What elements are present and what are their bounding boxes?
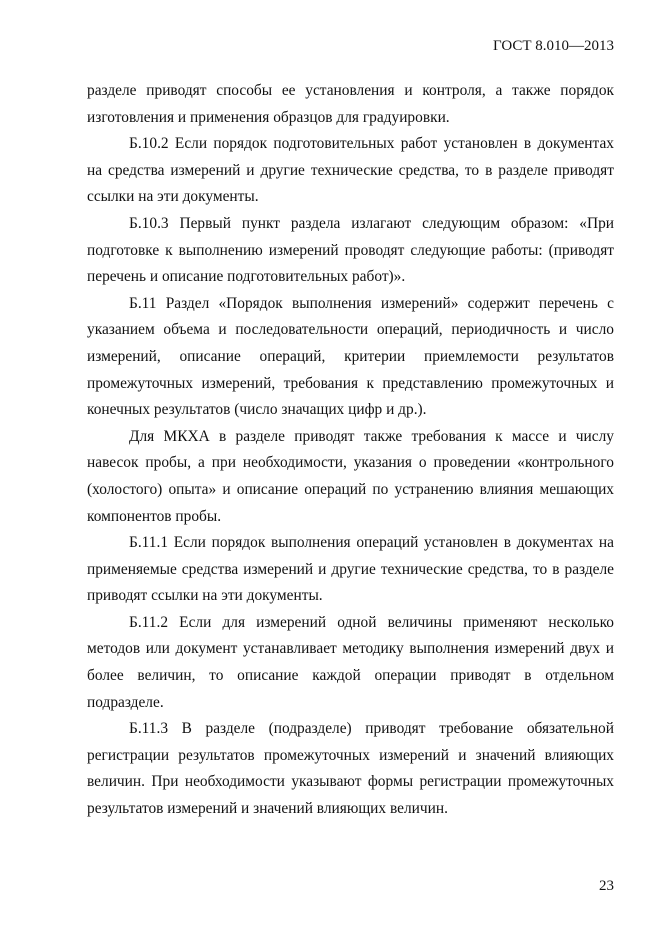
paragraph-b-11-1: Б.11.1 Если порядок выполнения операций установлен в документах на применяемые средства измерений и другие технические средства, то в разделе приводят ссылки на эти документы. [87,534,614,605]
paragraph-b-11-2: Б.11.2 Если для измерений одной величины применяют несколько методов или документ устанавливает методику выполнения измерений двух и более величин, то описание каждой операции приводят в отдельном подразделе. [87,613,614,711]
paragraph-b-11: Б.11 Раздел «Порядок выполнения измерений» содержит перечень с указанием объема и последовательности операций, периодичность и число измерений, описание операций, критерии приемлемости результатов промежуточных измерений, требования к представлению промежуточных и конечных результатов (число значащих цифр и др.). [87,294,614,419]
page-number: 23 [599,878,614,894]
paragraph-continuation: разделе приводят способы ее установления и контроля, а также порядок изготовления и применения образцов для градуировки. [87,82,614,126]
paragraph-mkha: Для МКХА в разделе приводят также требования к массе и числу навесок пробы, а при необходимости, указания о проведении «контрольного (холостого) опыта» и описание операций по устранению влияния мешающих компонентов пробы. [87,427,614,525]
paragraph-b-10-2: Б.10.2 Если порядок подготовительных работ установлен в документах на средства измерений и другие технические средства, то в разделе приводят ссылки на эти документы. [87,135,614,206]
document-header [493,37,614,55]
paragraph-b-11-3: Б.11.3 В разделе (подразделе) приводят требование обязательной регистрации результатов промежуточных измерений и значений влияющих величин. При необходимости указывают формы регистрации промежуточных результатов измерений и значений влияющих величин. [87,720,614,818]
standard-designation: ГОСТ 8.010—2013 [493,38,614,54]
document-body [87,78,614,823]
paragraph-b-10-3: Б.10.3 Первый пункт раздела излагают следующим образом: «При подготовке к выполнению измерений проводят следующие работы: (приводят перечень и описание подготовительных работ)». [87,214,614,286]
